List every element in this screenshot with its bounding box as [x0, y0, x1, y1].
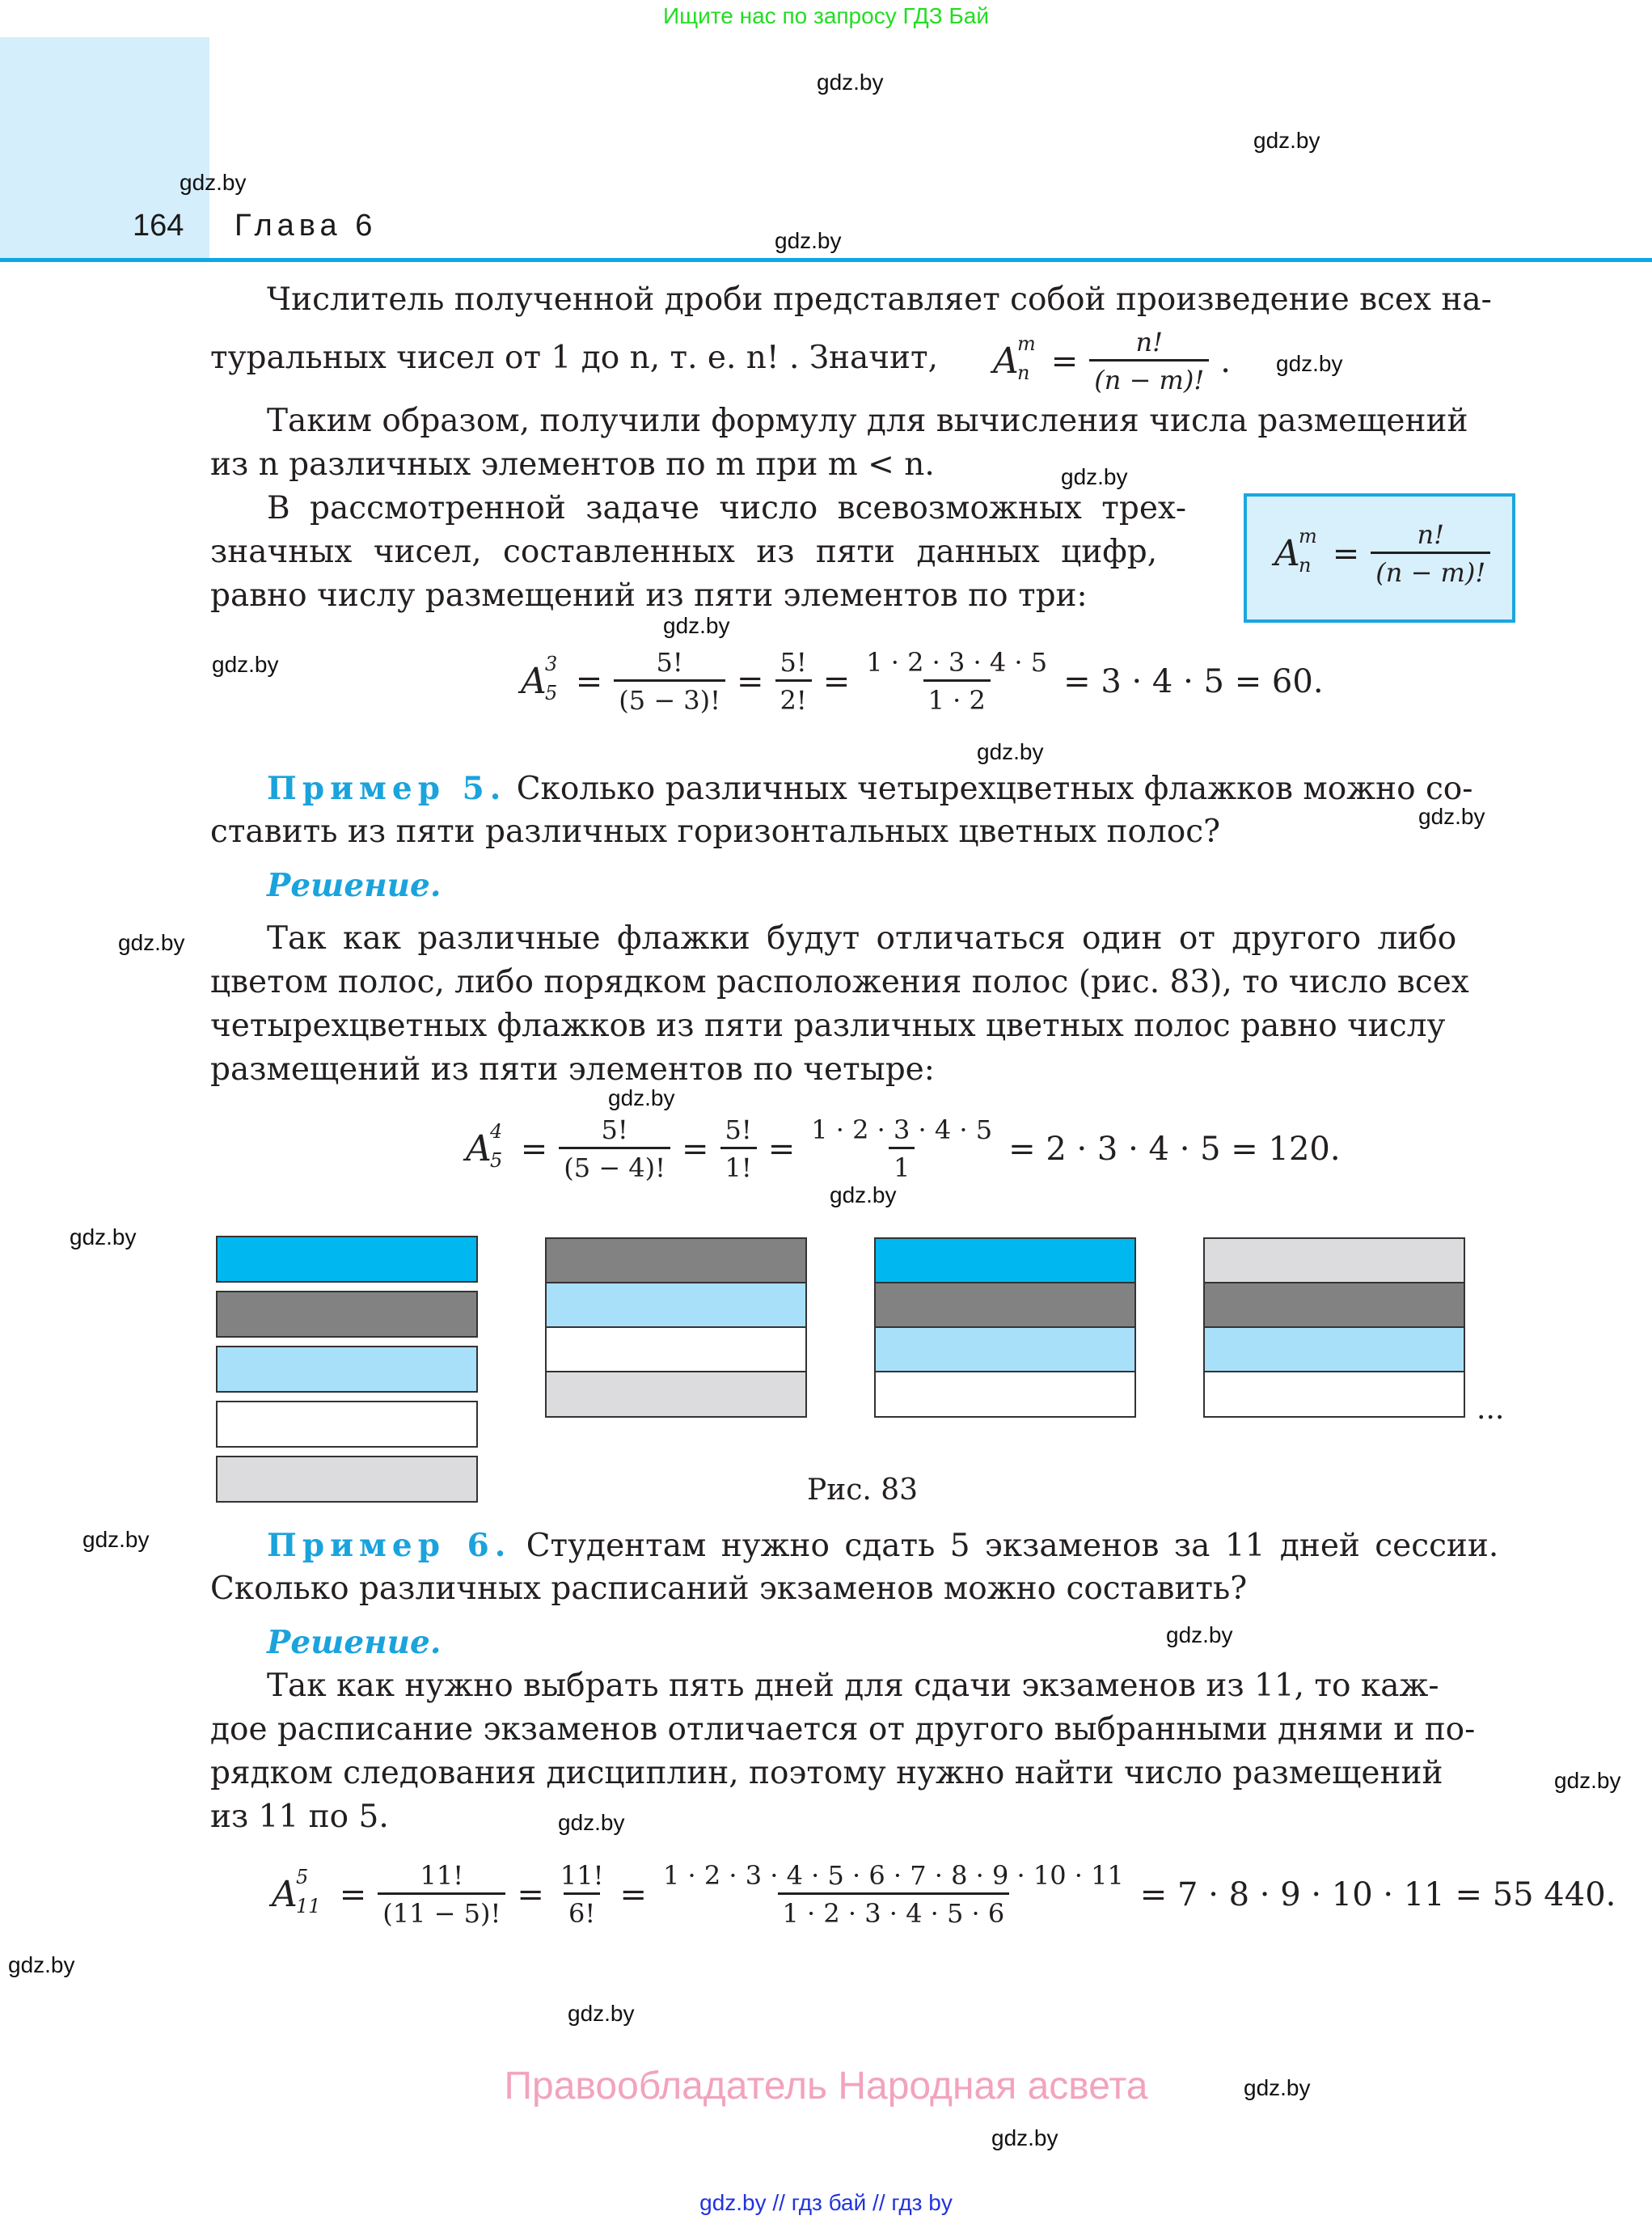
formula-a11-5: A 5 11 = $\frac{11!}{(11 - 5)!}$ = $\frac{11!}{6!}$ = $\frac{1 \cdot 2 \cdot 3 \cdot 4 \cdot 5 \cdot 6 \cdot 7 \cdot 8 \cdot 9 \cdot 10 \cdot 11}{1 \cdot 2 \cdot 3 \cdot 4 \cdot 5 \cdot 6}$ = 7 · 8 · 9 · 10 · 11 = 55 440.: [272, 1860, 1616, 1929]
watermark: gdz.by: [558, 1810, 625, 1835]
text-line: Так как различные флажки будут отличаться один от другого либо: [267, 920, 1457, 957]
text-line: ставить из пяти различных горизонтальных цветных полос?: [210, 814, 1220, 850]
text-line: четырехцветных флажков из пяти различных цветных полос равно числу: [210, 1008, 1446, 1044]
watermark: gdz.by: [817, 70, 884, 95]
example-6-label: Пример 6.: [267, 1527, 512, 1564]
watermark: gdz.by: [212, 652, 279, 677]
watermark: gdz.by: [1554, 1768, 1621, 1793]
watermark: gdz.by: [82, 1527, 150, 1552]
header-rule: [0, 258, 1652, 262]
flag-1-stripe: [545, 1237, 807, 1283]
text-line: Сколько различных расписаний экзаменов можно составить?: [210, 1571, 1248, 1607]
text-line: туральных чисел от 1 до n, т. е. n! . Значит,: [210, 340, 939, 376]
watermark: gdz.by: [568, 2001, 635, 2026]
text-line: В рассмотренной задаче число всевозможных трех-: [267, 490, 1187, 526]
watermark: gdz.by: [180, 170, 247, 195]
watermark: gdz.by: [1418, 804, 1485, 829]
watermark: gdz.by: [8, 1952, 75, 1977]
rights-holder: Правообладатель Народная асвета: [504, 2065, 1148, 2108]
page-number: 164: [133, 209, 184, 243]
stripe-dark-grey: [216, 1291, 478, 1338]
formula-symbol: A m n: [993, 332, 1036, 384]
text-line: значных чисел, составленных из пяти данных цифр,: [210, 534, 1158, 570]
flag-1-stripe: [545, 1371, 807, 1418]
solution-label: Решение.: [267, 1624, 442, 1661]
stripe-light-grey: [216, 1456, 478, 1503]
watermark: gdz.by: [608, 1085, 675, 1110]
flag-3-stripe: [1203, 1282, 1465, 1328]
watermark: gdz.by: [70, 1224, 137, 1249]
flag-2-stripe: [874, 1282, 1136, 1328]
text-line: Таким образом, получили формулу для вычисления числа размещений: [267, 403, 1468, 439]
flag-1-stripe: [545, 1282, 807, 1328]
watermark: gdz.by: [1166, 1622, 1233, 1647]
watermark: gdz.by: [1061, 464, 1128, 489]
watermark: gdz.by: [830, 1182, 897, 1207]
stripe-white: [216, 1401, 478, 1448]
promo-banner[interactable]: Ищите нас по запросу ГДЗ Бай: [662, 3, 990, 28]
text-line: рядком следования дисциплин, поэтому нужно найти число размещений: [210, 1755, 1443, 1791]
text-line: дое расписание экзаменов отличается от другого выбранными днями и по-: [210, 1711, 1476, 1748]
text-line: из n различных элементов по m при m < n.: [210, 446, 935, 483]
flag-3-stripe: [1203, 1237, 1465, 1283]
watermark: gdz.by: [1276, 351, 1343, 376]
watermark: gdz.by: [991, 2125, 1058, 2150]
text-line: из 11 по 5.: [210, 1799, 389, 1835]
stripe-blue: [216, 1236, 478, 1283]
text-line: Числитель полученной дроби представляет собой произведение всех на-: [267, 281, 1492, 318]
flag-2-stripe: [874, 1326, 1136, 1372]
solution-label: Решение.: [267, 867, 442, 904]
flag-2-stripe: [874, 1237, 1136, 1283]
watermark: gdz.by: [977, 739, 1044, 764]
watermark: gdz.by: [663, 613, 730, 638]
formula-general: A m n = $\frac{n!}{(n - m)!}$ .: [993, 327, 1231, 395]
flag-3-stripe: [1203, 1326, 1465, 1372]
formula-a54: A 4 5 = $\frac{5!}{(5 - 4)!}$ = $\frac{5!}{1!}$ = $\frac{1 \cdot 2 \cdot 3 \cdot 4 \cdot 5}{1}$ = 2 · 3 · 4 · 5 = 120.: [466, 1114, 1341, 1183]
fraction: $\frac{n!}{(n - m)!}$: [1089, 327, 1209, 395]
flag-2-stripe: [874, 1371, 1136, 1418]
text-line: цветом полос, либо порядком расположения полос (рис. 83), то число всех: [210, 964, 1469, 1000]
text-line: равно числу размещений из пяти элементов по три:: [210, 577, 1088, 614]
figure-ellipsis: ...: [1477, 1393, 1505, 1426]
stripe-light-blue: [216, 1346, 478, 1393]
text-line: размещений из пяти элементов по четыре:: [210, 1051, 935, 1088]
formula-boxed: A m n = $\frac{n!}{(n - m)!}$: [1274, 519, 1490, 588]
flag-3-stripe: [1203, 1371, 1465, 1418]
example-6-line1: Пример 6. Студентам нужно сдать 5 экзаменов за 11 дней сессии.: [267, 1527, 1499, 1564]
figure-caption: Рис. 83: [807, 1474, 919, 1507]
watermark: gdz.by: [118, 930, 185, 955]
formula-highlight-box: [1244, 493, 1515, 623]
chapter-title: Глава 6: [234, 209, 378, 243]
watermark: gdz.by: [1244, 2075, 1311, 2100]
footer-links[interactable]: gdz.by // гдз бай // гдз by: [699, 2190, 953, 2215]
text-line: Так как нужно выбрать пять дней для сдачи экзаменов из 11, то каж-: [267, 1668, 1439, 1704]
formula-a53: A 3 5 = $\frac{5!}{(5 - 3)!}$ = $\frac{5!}{2!}$ = $\frac{1 \cdot 2 \cdot 3 \cdot 4 \cdot 5}{1 \cdot 2}$ = 3 · 4 · 5 = 60.: [521, 647, 1324, 716]
watermark: gdz.by: [1253, 128, 1320, 153]
example-5-label: Пример 5.: [267, 770, 507, 807]
example-5-line1: Пример 5. Сколько различных четырехцветных флажков можно со-: [267, 770, 1473, 807]
watermark: gdz.by: [775, 228, 842, 253]
flag-1-stripe: [545, 1326, 807, 1372]
